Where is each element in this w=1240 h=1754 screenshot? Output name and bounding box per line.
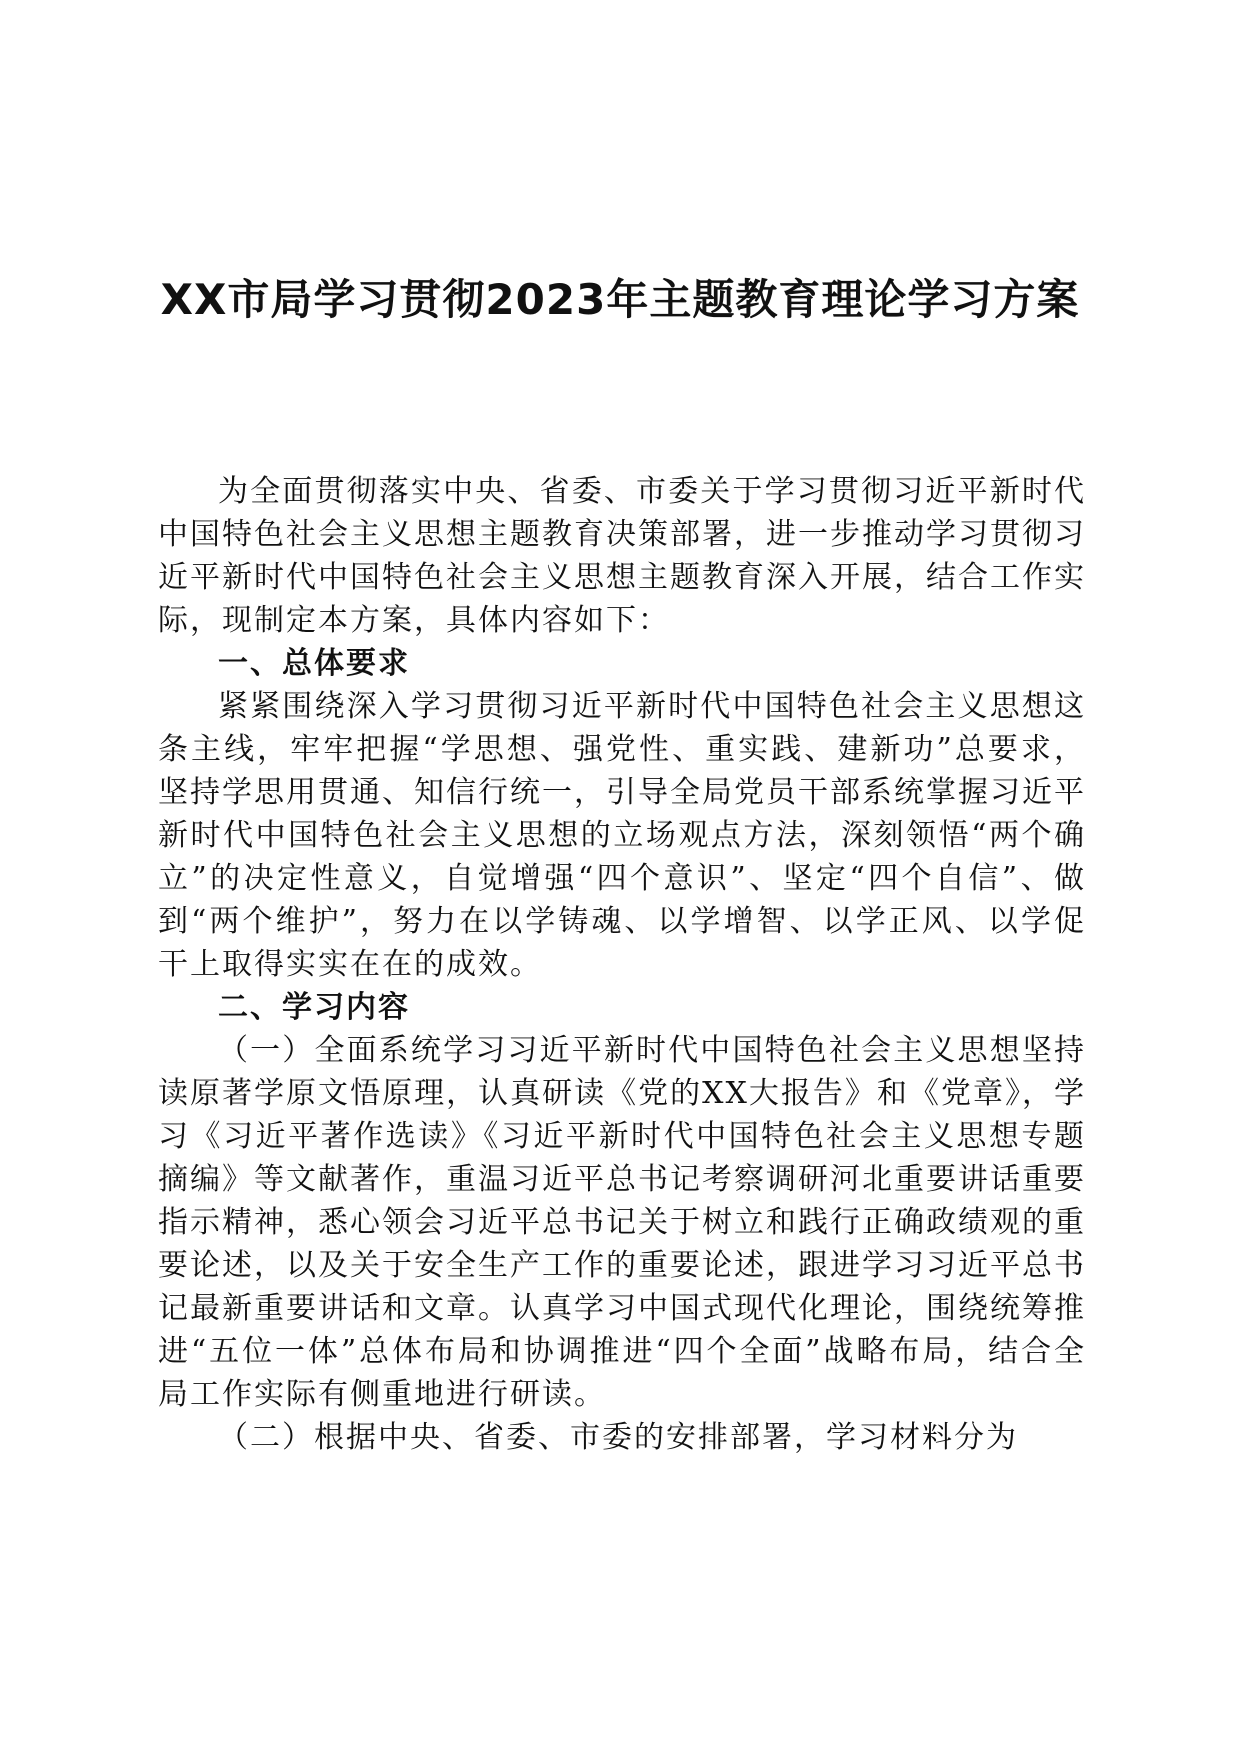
- study-content-paragraph-2: （二）根据中央、省委、市委的安排部署，学习材料分为: [218, 1420, 1018, 1455]
- section-heading-study-content: 二、学习内容: [218, 990, 410, 1025]
- document-body: [158, 470, 1086, 1459]
- section-heading-general-requirements: 一、总体要求: [218, 646, 410, 681]
- intro-paragraph: 为全面贯彻落实中央、省委、市委关于学习贯彻习近平新时代中国特色社会主义思想主题教育决策部署，进一步推动学习贯彻习近平新时代中国特色社会主义思想主题教育深入开展，结合工作实际，现制定本方案，具体内容如下：: [158, 474, 1086, 638]
- document-title: XX市局学习贯彻2023年主题教育理论学习方案: [160, 275, 1080, 324]
- general-requirements-paragraph: 紧紧围绕深入学习贯彻习近平新时代中国特色社会主义思想这条主线，牢牢把握“学思想、强党性、重实践、建新功”总要求，坚持学思用贯通、知信行统一，引导全局党员干部系统掌握习近平新时代中国特色社会主义思想的立场观点方法，深刻领悟“两个确立”的决定性意义，自觉增强“四个意识”、坚定“四个自信”、做到“两个维护”，努力在以学铸魂、以学增智、以学正风、以学促干上取得实实在在的成效。: [158, 689, 1086, 982]
- study-content-paragraph-1: （一）全面系统学习习近平新时代中国特色社会主义思想坚持读原著学原文悟原理，认真研读《党的XX大报告》和《党章》，学习《习近平著作选读》《习近平新时代中国特色社会主义思想专题摘编》等文献著作，重温习近平总书记考察调研河北重要讲话重要指示精神，悉心领会习近平总书记关于树立和践行正确政绩观的重要论述，以及关于安全生产工作的重要论述，跟进学习习近平总书记最新重要讲话和文章。认真学习中国式现代化理论，围绕统筹推进“五位一体”总体布局和协调推进“四个全面”战略布局，结合全局工作实际有侧重地进行研读。: [158, 1033, 1086, 1412]
